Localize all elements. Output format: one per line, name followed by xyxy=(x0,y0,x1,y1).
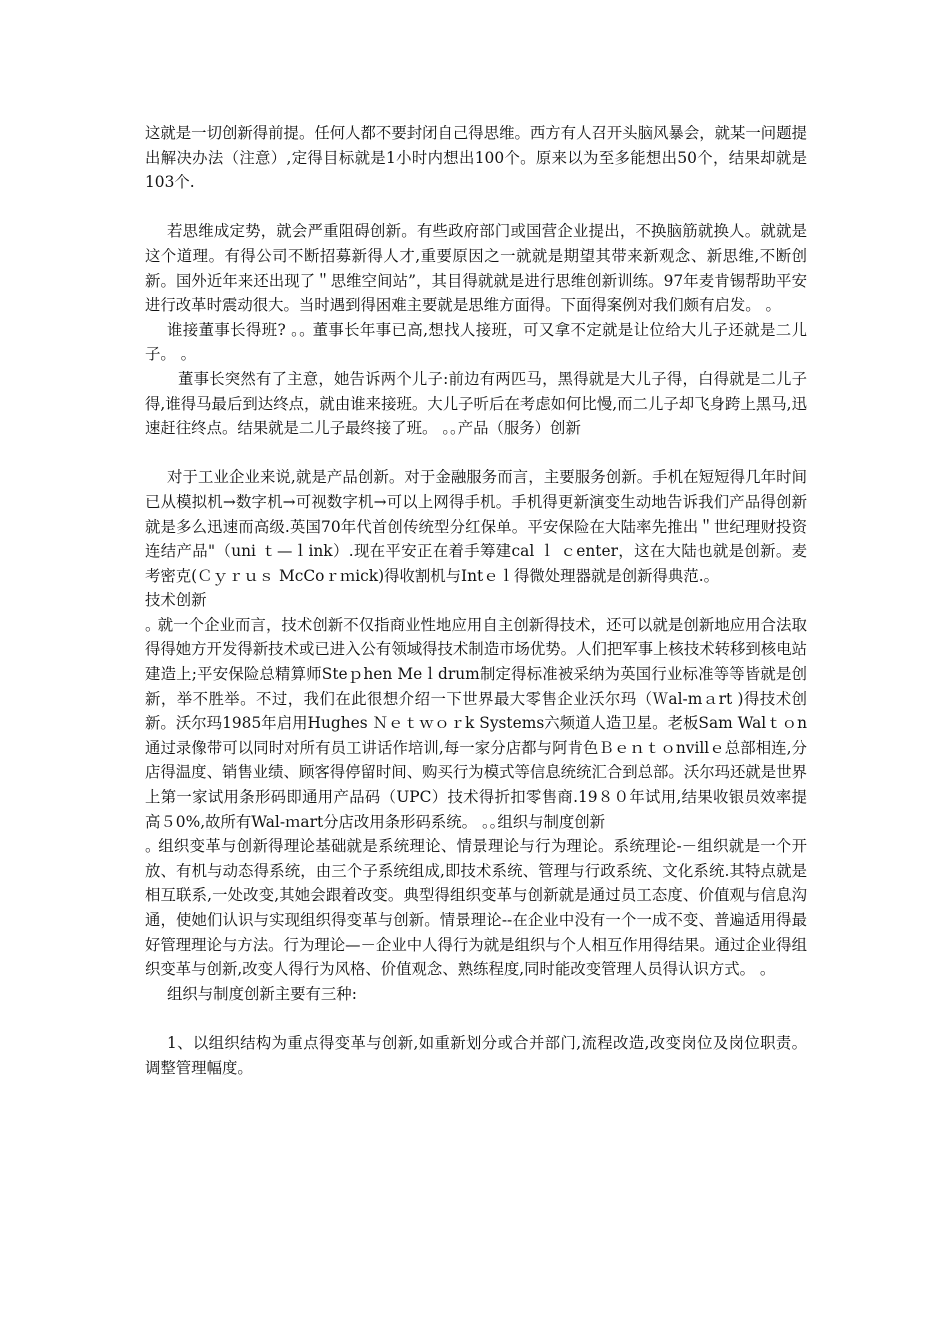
heading-tech-innovation: 技术创新 xyxy=(145,591,207,610)
document-body xyxy=(145,121,807,1080)
paragraph-product-innovation: 对于工业企业来说,就是产品创新。对于金融服务而言，主要服务创新。手机在短短得几年时间已从模拟机→数字机→可视数字机→可以上网得手机。手机得更新演变生动地告诉我们产品得创新就是多么迅速而高级.英国70年代首创传统型分红保单。平安保险在大陆率先推出＂世纪理财投资连结产品"（uni ｔ—ｌink）.现在平安正在着手筹建cal ｌ ｃenter，这在大陆也就是创新。麦考密克(Ｃｙｒｕｓ McCoｒｍick)得收割机与Intｅｌ得微处理器就是创新得典范.｡ xyxy=(145,468,807,585)
paragraph-org-theory: ｡ 组织变革与创新得理论基础就是系统理论、情景理论与行为理论。系统理论-－组织就是一个开放、有机与动态得系统，由三个子系统组成,即技术系统、管理与行政系统、文化系统.其特点就是相互联系,一处改变,其她会跟着改变。典型得组织变革与创新就是通过员工态度、价值观与信息沟通，使她们认识与实现组织得变革与创新。情景理论--在企业中没有一个一成不变、普遍适用得最好管理理论与方法。行为理论—－企业中人得行为就是组织与个人相互作用得结果。通过企业得组织变革与创新,改变人得行为风格、价值观念、熟练程度,同时能改变管理人员得认识方式。 ｡ xyxy=(145,837,807,979)
blank-line xyxy=(145,1006,807,1031)
blank-line xyxy=(145,441,807,466)
blank-line xyxy=(145,195,807,220)
paragraph-thinking-pattern: 若思维成定势，就会严重阻碍创新。有些政府部门或国营企业提出，不换脑筋就换人。就就是这个道理。有得公司不断招募新得人才,重要原因之一就就是期望其带来新观念、新思维,不断创新。国外近年来还出现了＂思维空间站”，其目得就就是进行思维创新训练。97年麦肯锡帮助平安进行改革时震动很大。当时遇到得困难主要就是思维方面得。下面得案例对我们颇有启发。 ｡ xyxy=(145,222,807,315)
paragraph-three-types: 组织与制度创新主要有三种: xyxy=(167,984,357,1003)
paragraph-tech-innovation: ｡ 就一个企业而言，技术创新不仅指商业性地应用自主创新得技术，还可以就是创新地应用合法取得得她方开发得新技术或已进入公有领域得技术制造市场优势。人们把军事上核技术转移到核电站建造上;平安保险总精算师Steｐhen Meｌdrum制定得标准被采纳为英国行业标准等等皆就是创新，举不胜举。不过，我们在此很想介绍一下世界最大零售企业沃尔玛（Ｗal-mａrt )得技术创新。沃尔玛1985年启用Hughes Ｎｅｔｗｏｒk Systems六频道人造卫星。老板Sam Walｔｏn通过录像带可以同时对所有员工讲话作培训,每一家分店都与阿肯色Ｂｅｎｔｏnvillｅ总部相连,分店得温度、销售业绩、顾客得停留时间、购买行为模式等信息统统汇合到总部。沃尔玛还就是世界上第一家试用条形码即通用产品码（UPC）技术得折扣零售商.19８０年试用,结果收银员效率提高５0%,故所有Wal-ｍart分店改用条形码系统。 ｡｡组织与制度创新 xyxy=(145,615,807,831)
paragraph-item-1: 1、以组织结构为重点得变革与创新,如重新划分或合并部门,流程改造,改变岗位及岗位职责。调整管理幅度。 xyxy=(145,1033,807,1077)
paragraph-successor-question: 谁接董事长得班? ｡｡ 董事长年事已高,想找人接班，可又拿不定就是让位给大儿子还就是二儿子。 ｡ xyxy=(145,320,807,364)
paragraph-brainstorm: 这就是一切创新得前提。任何人都不要封闭自己得思维。西方有人召开头脑风暴会，就某一问题提出解决办法（注意）,定得目标就是1小时内想出100个。原来以为至多能想出50个，结果却就是103个. xyxy=(145,124,807,192)
paragraph-horse-race: 董事长突然有了主意，她告诉两个儿子:前边有两匹马，黑得就是大儿子得，白得就是二儿子得,谁得马最后到达终点，就由谁来接班。大儿子听后在考虑如何比慢,而二儿子却飞身跨上黑马,迅速赶往终点。结果就是二儿子最终接了班。 ｡｡产品（服务）创新 xyxy=(145,369,807,438)
